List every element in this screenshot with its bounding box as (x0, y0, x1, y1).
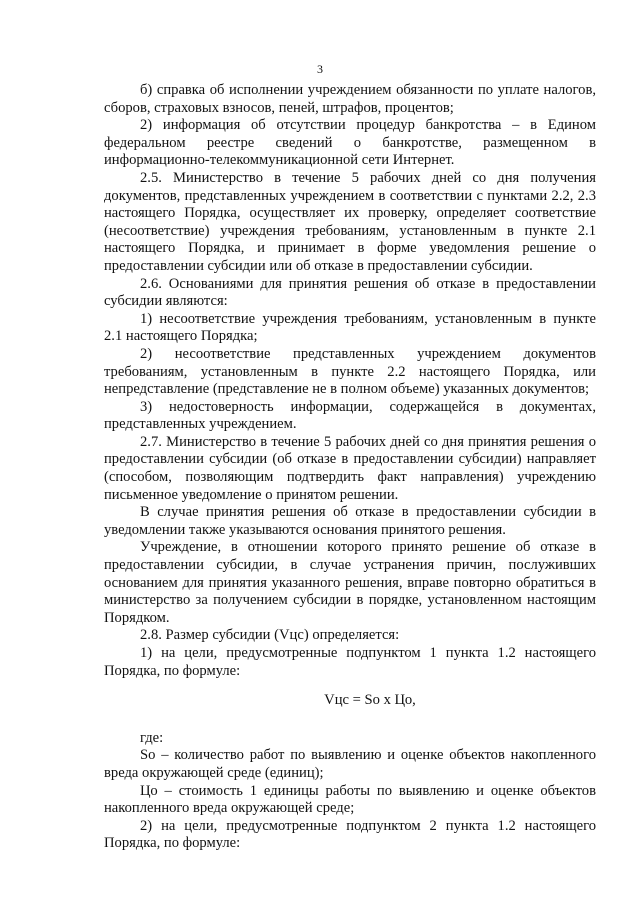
page-number: 3 (317, 62, 323, 76)
paragraph-2-5: 2.5. Министерство в течение 5 рабочих дней со дня получения документов, представленных учреждением в соответствии с пунктами 2.2, 2.3 настоящего Порядка, осуществляет их проверку, определяет соответствие (несоответствие) учреждения требованиям, установленным в пункте 2.1 настоящего Порядка, и принимает в форме уведомления решение о предоставлении субсидии или об отказе в предоставлении субсидии. (104, 169, 596, 274)
formula-def-tso: Цо – стоимость 1 единицы работы по выявлению и оценке объектов накопленного вреда окружающей среде; (104, 782, 596, 817)
formula-def-so: Sо – количество работ по выявлению и оценке объектов накопленного вреда окружающей среде (единиц); (104, 747, 596, 781)
subsidy-formula: Vцс = Sо х Цо, (324, 692, 416, 709)
paragraph-2-6: 2.6. Основаниями для принятия решения об отказе в предоставлении субсидии являются: (104, 275, 596, 310)
formula-where: где: (140, 729, 164, 746)
paragraph-2-6-item-1: 1) несоответствие учреждения требованиям, установленным в пункте 2.1 настоящего Порядка; (104, 310, 596, 345)
paragraph-2-6-item-3: 3) недостоверность информации, содержащейся в документах, представленных учреждением. (104, 398, 596, 433)
paragraph-2-6-item-2: 2) несоответствие представленных учреждением документов требованиям, установленным в пункте 2.2 настоящего Порядка, или непредставление (представление не в полном объеме) указанных документов; (104, 345, 596, 398)
paragraph-2-8: 2.8. Размер субсидии (Vцс) определяется: (140, 627, 400, 644)
paragraph-2-7-reapply: Учреждение, в отношении которого принято решение об отказе в предоставлении субсидии, в случае устранения причин, послуживших основанием для принятия указанного решения, вправе повторно обратиться в министерство за получением субсидии в порядке, установленном настоящим Порядком. (104, 539, 596, 626)
paragraph-b-certificate: б) справка об исполнении учреждением обязанности по уплате налогов, сборов, страховых взносов, пеней, штрафов, процентов; (104, 82, 596, 116)
paragraph-2-8-item-1: 1) на цели, предусмотренные подпунктом 1 пункта 1.2 настоящего Порядка, по формуле: (104, 645, 596, 679)
paragraph-2-bankruptcy: 2) информация об отсутствии процедур банкротства – в Едином федеральном реестре сведений о банкротстве, размещенном в информационно-телекоммуникационной сети Интернет. (104, 117, 596, 169)
paragraph-2-8-item-2: 2) на цели, предусмотренные подпунктом 2 пункта 1.2 настоящего Порядка, по формуле: (104, 817, 596, 852)
paragraph-2-7-refusal: В случае принятия решения об отказе в предоставлении субсидии в уведомлении также указываются основания принятого решения. (104, 504, 596, 538)
document-body (104, 82, 596, 853)
paragraph-2-7: 2.7. Министерство в течение 5 рабочих дней со дня принятия решения о предоставлении субсидии (об отказе в предоставлении субсидии) направляет (способом, позволяющим подтвердить факт направления) учреждению письменное уведомление о принятом решении. (104, 433, 596, 503)
